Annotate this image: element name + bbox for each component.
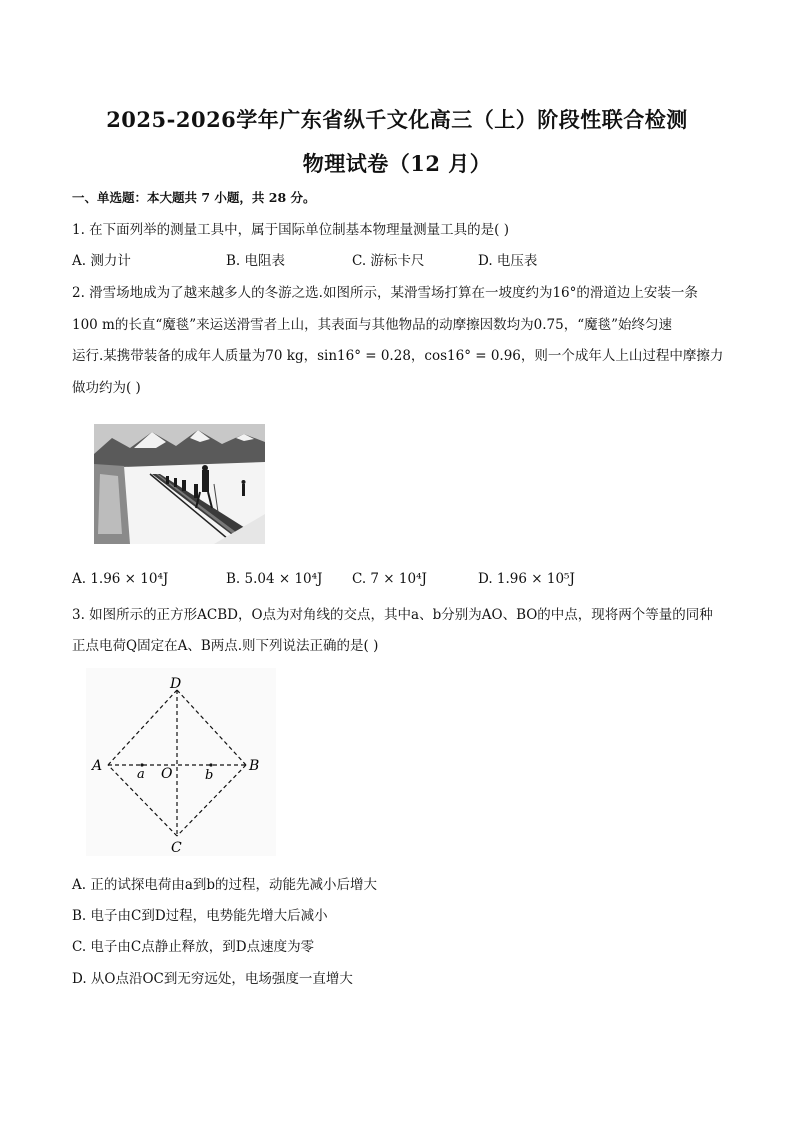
q1-option-b[interactable]: B. 电阻表: [226, 253, 286, 269]
q3-option-a[interactable]: A. 正的试探电荷由a到b的过程，动能先减小后增大: [72, 877, 378, 893]
label-d: D: [170, 676, 182, 692]
square-charge-diagram: [86, 668, 276, 856]
exam-title: 2025-2026学年广东省纵千文化高三（上）阶段性联合检测: [106, 107, 688, 132]
q2-option-b[interactable]: B. 5.04 × 10⁴J: [226, 571, 323, 587]
ski-slope-photo: [94, 424, 265, 544]
q3-stem-line-1: 3. 如图所示的正方形ACBD，O点为对角线的交点，其中a、b分别为AO、BO的中点，现将两个等量的同种: [72, 607, 713, 623]
q1-option-d[interactable]: D. 电压表: [478, 253, 538, 269]
q2-stem-line-2: 100 m的长直“魔毯”来运送滑雪者上山，其表面与其他物品的动摩擦因数均为0.75，“魔毯”始终匀速: [72, 317, 673, 333]
label-a-point: a: [137, 767, 145, 782]
q2-option-d[interactable]: D. 1.96 × 10⁵J: [478, 571, 575, 587]
q3-option-b[interactable]: B. 电子由C到D过程，电势能先增大后减小: [72, 908, 328, 924]
q2-option-a[interactable]: A. 1.96 × 10⁴J: [72, 571, 169, 587]
q2-stem-line-4: 做功约为( ): [72, 380, 141, 396]
q3-option-c[interactable]: C. 电子由C点静止释放，到D点速度为零: [72, 939, 315, 955]
label-c: C: [171, 840, 182, 856]
q1-option-c[interactable]: C. 游标卡尺: [352, 253, 425, 269]
section-heading: 一、单选题：本大题共 7 小题，共 28 分。: [72, 190, 316, 205]
q3-option-d[interactable]: D. 从O点沿OC到无穷远处，电场强度一直增大: [72, 971, 353, 987]
label-a-vertex: A: [92, 758, 103, 774]
q2-stem-line-3: 运行.某携带装备的成年人质量为70 kg，sin16° = 0.28，cos16° = 0.96，则一个成年人上山过程中摩擦力: [72, 348, 724, 364]
q3-stem-line-2: 正点电荷Q固定在A、B两点.则下列说法正确的是( ): [72, 638, 379, 654]
q2-option-c[interactable]: C. 7 × 10⁴J: [352, 571, 427, 587]
label-b-point: b: [205, 768, 214, 783]
label-b-vertex: B: [249, 758, 260, 774]
label-o: O: [161, 766, 173, 782]
q2-stem-line-1: 2. 滑雪场地成为了越来越多人的冬游之选.如图所示，某滑雪场打算在一坡度约为16°的滑道边上安装一条: [72, 285, 698, 301]
exam-subtitle: 物理试卷（12 月）: [302, 151, 492, 176]
q1-stem: 1. 在下面列举的测量工具中，属于国际单位制基本物理量测量工具的是( ): [72, 222, 509, 238]
q1-option-a[interactable]: A. 测力计: [72, 253, 131, 269]
